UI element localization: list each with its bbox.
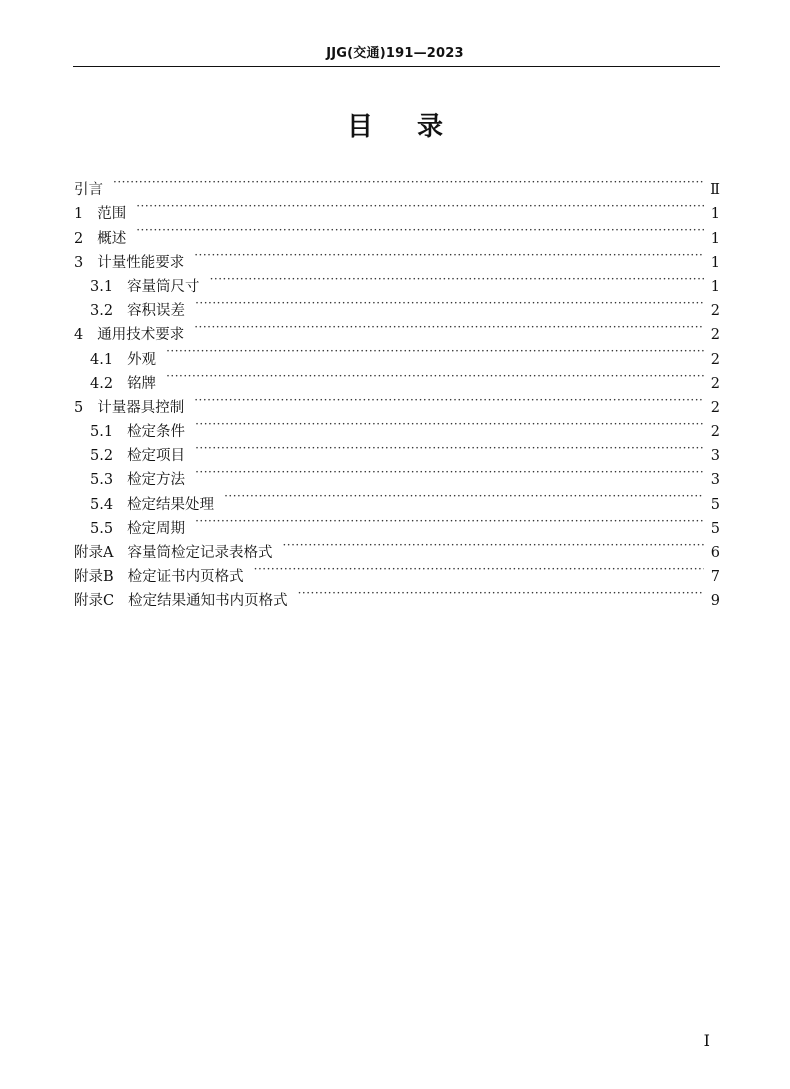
toc-entry-page: 5 [710, 496, 720, 513]
toc-dot-leader [195, 412, 704, 436]
toc-entry[interactable] [74, 194, 720, 223]
toc-dot-leader [298, 581, 704, 605]
toc-dot-leader [195, 436, 704, 460]
toc-entry-label: 容量筒检定记录表格式 [127, 545, 273, 561]
toc-entry-page: 5 [710, 520, 720, 537]
toc-entry-page: 2 [710, 303, 720, 320]
toc-entry-label: 计量性能要求 [97, 254, 185, 271]
toc-entry[interactable] [74, 388, 720, 416]
toc-dot-leader [210, 267, 704, 291]
toc-entry-number: 3 [74, 254, 84, 271]
toc-entry-label: 检定结果处理 [127, 496, 215, 513]
toc-entry-label: 铭牌 [127, 375, 157, 392]
toc-entry-label: 检定条件 [127, 424, 186, 441]
toc-entry-number: 附录A [74, 545, 114, 561]
toc-dot-leader [195, 509, 704, 533]
toc-entry[interactable] [74, 364, 720, 392]
toc-entry-number: 5.3 [90, 472, 114, 489]
toc-entry[interactable] [74, 170, 720, 199]
toc-entry-page: 3 [710, 448, 720, 465]
toc-entry-number: 4 [74, 327, 84, 344]
toc-dot-leader [194, 388, 704, 412]
toc-entry-label: 计量器具控制 [97, 399, 185, 416]
toc-entry-label: 引言 [74, 182, 103, 199]
toc-entry-number: 5.5 [90, 520, 114, 537]
toc-dot-leader [166, 339, 704, 363]
toc-dot-leader [194, 243, 704, 267]
page-title: 目录 [346, 112, 487, 142]
toc-dot-leader [166, 364, 704, 388]
page-number: I [703, 1031, 710, 1050]
toc-dot-leader [194, 315, 704, 339]
header-divider [73, 66, 720, 67]
toc-entry-page: 1 [710, 278, 720, 295]
toc-entry[interactable] [74, 243, 720, 271]
toc-dot-leader [195, 291, 704, 315]
toc-entry-number: 5.4 [90, 496, 114, 513]
toc-dot-leader [113, 170, 704, 194]
toc-entry-page: 1 [710, 254, 720, 271]
toc-entry-label: 外观 [127, 351, 157, 368]
toc-entry-number: 2 [74, 230, 84, 247]
toc-dot-leader [282, 533, 704, 557]
toc-entry-page: 2 [710, 424, 720, 441]
document-code-header: JJG(交通)191—2023 [326, 46, 464, 61]
toc-entry-number: 3.2 [90, 303, 114, 320]
toc-dot-leader [224, 484, 704, 508]
toc-dot-leader [254, 557, 704, 581]
toc-entry-page: 2 [710, 399, 720, 416]
toc-entry-label: 检定项目 [127, 448, 186, 465]
toc-entry-label: 通用技术要求 [97, 327, 185, 344]
toc-dot-leader [136, 218, 704, 242]
toc-entry-label: 检定结果通知书内页格式 [128, 593, 288, 610]
toc-entry-page: 6 [710, 545, 720, 561]
toc-entry-page: 1 [710, 206, 720, 223]
toc-entry-page: 2 [710, 375, 720, 392]
toc-entry-number: 1 [74, 206, 84, 223]
toc-entry-page: 9 [710, 593, 720, 610]
toc-entry-number: 4.1 [90, 351, 114, 368]
toc-entry-page: 3 [710, 472, 720, 489]
toc-entry[interactable] [74, 218, 720, 247]
toc-entry-number: 5 [74, 399, 84, 416]
toc-entry-number: 附录B [74, 569, 114, 586]
toc-entry-label: 容量筒尺寸 [127, 278, 200, 295]
toc-entry-number: 4.2 [90, 375, 114, 392]
toc-entry-number: 附录C [74, 593, 115, 610]
toc-entry[interactable] [74, 339, 720, 368]
toc-dot-leader [195, 460, 704, 484]
toc-entry-label: 检定周期 [127, 520, 186, 537]
toc-dot-leader [136, 194, 704, 218]
table-of-contents [74, 170, 720, 610]
toc-entry-page: 2 [710, 327, 720, 344]
toc-entry-label: 范围 [97, 206, 127, 223]
toc-entry-page: 1 [710, 230, 720, 247]
toc-entry-number: 5.2 [90, 448, 114, 465]
toc-entry-label: 概述 [97, 230, 127, 247]
toc-entry-number: 5.1 [90, 424, 114, 441]
toc-entry-number: 3.1 [90, 278, 114, 295]
toc-entry-page: 2 [710, 351, 720, 368]
toc-entry-label: 检定证书内页格式 [127, 569, 244, 586]
toc-entry-label: 容积误差 [127, 303, 186, 320]
toc-entry-label: 检定方法 [127, 472, 186, 489]
toc-entry-page: 7 [710, 569, 720, 586]
toc-entry-page: Ⅱ [710, 182, 720, 199]
